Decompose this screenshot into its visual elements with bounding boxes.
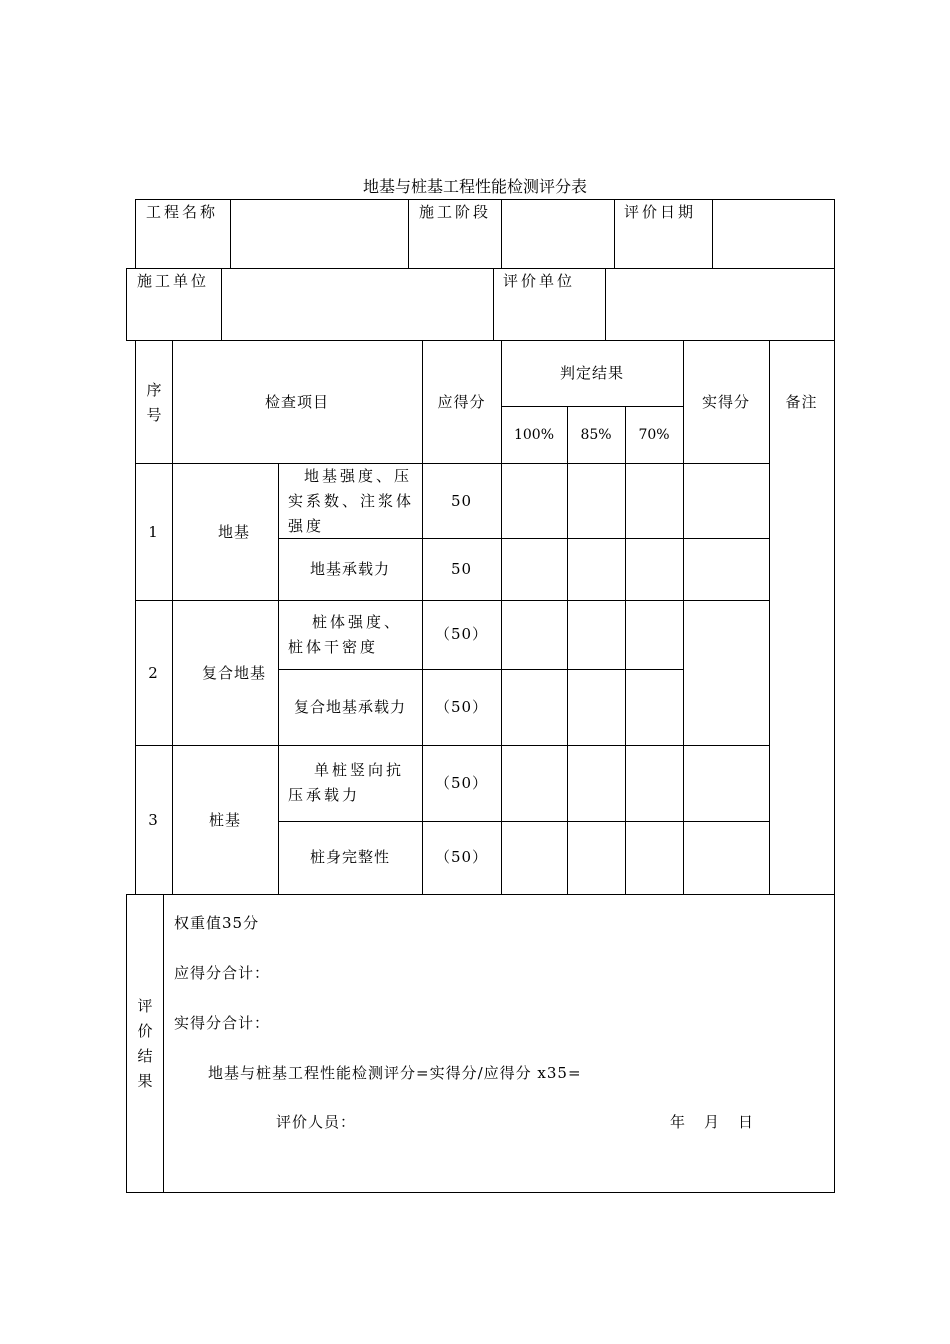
weight-text: 权重值35分 [174,914,260,932]
due-score: （50） [434,698,489,716]
col-100-header: 100% [513,427,555,443]
result-label [135,994,155,1094]
col-remarks-header: 备注 [785,393,818,411]
formula-text: 地基与桩基工程性能检测评分=实得分/应得分 x35= [208,1064,582,1082]
page-title: 地基与桩基工程性能检测评分表 [362,177,587,196]
due-score: （50） [434,774,489,792]
group-name: 复合地基 [201,664,266,682]
col-due-score-header: 应得分 [437,393,486,411]
col-seq-char: 序 [146,381,162,399]
check-item: 复合地基承载力 [293,698,406,716]
project-name-label: 工程名称 [146,203,219,221]
col-85-header: 85% [580,427,612,443]
date-day: 日 [738,1113,755,1131]
date-month: 月 [704,1113,721,1131]
due-score: 50 [450,560,473,578]
group-name: 地基 [217,523,250,541]
group-seq: 1 [148,523,159,541]
group-seq: 2 [148,664,159,682]
due-score: （50） [434,625,489,643]
evaluator-label: 评价人员： [276,1113,357,1131]
due-total-text: 应得分合计： [174,964,271,982]
stage-label: 施工阶段 [419,203,492,221]
col-judgement-header: 判定结果 [559,364,624,382]
date-year: 年 [670,1113,687,1131]
actual-total-text: 实得分合计： [174,1014,271,1032]
check-item: 单桩竖向抗压承载力 [288,761,405,804]
col-70-header: 70% [638,427,670,443]
col-actual-score-header: 实得分 [701,393,750,411]
group-seq: 3 [148,811,159,829]
check-item: 桩身完整性 [309,848,390,866]
check-item: 桩体强度、桩体干密度 [288,613,403,656]
evaluator-unit-label: 评价单位 [503,272,576,290]
contractor-label: 施工单位 [137,272,210,290]
group-name: 桩基 [208,811,241,829]
col-seq-char: 号 [146,406,162,424]
result-label-char: 价 [137,1022,153,1040]
eval-date-label: 评价日期 [624,203,697,221]
col-item-header: 检查项目 [264,393,329,411]
result-label-char: 结 [137,1047,153,1065]
check-item: 地基强度、压实系数、注浆体强度 [288,467,415,535]
due-score: 50 [450,492,473,510]
col-seq-header [144,378,164,428]
result-label-char: 果 [137,1072,153,1090]
result-label-char: 评 [137,997,153,1015]
check-item: 地基承载力 [309,560,390,578]
due-score: （50） [434,848,489,866]
